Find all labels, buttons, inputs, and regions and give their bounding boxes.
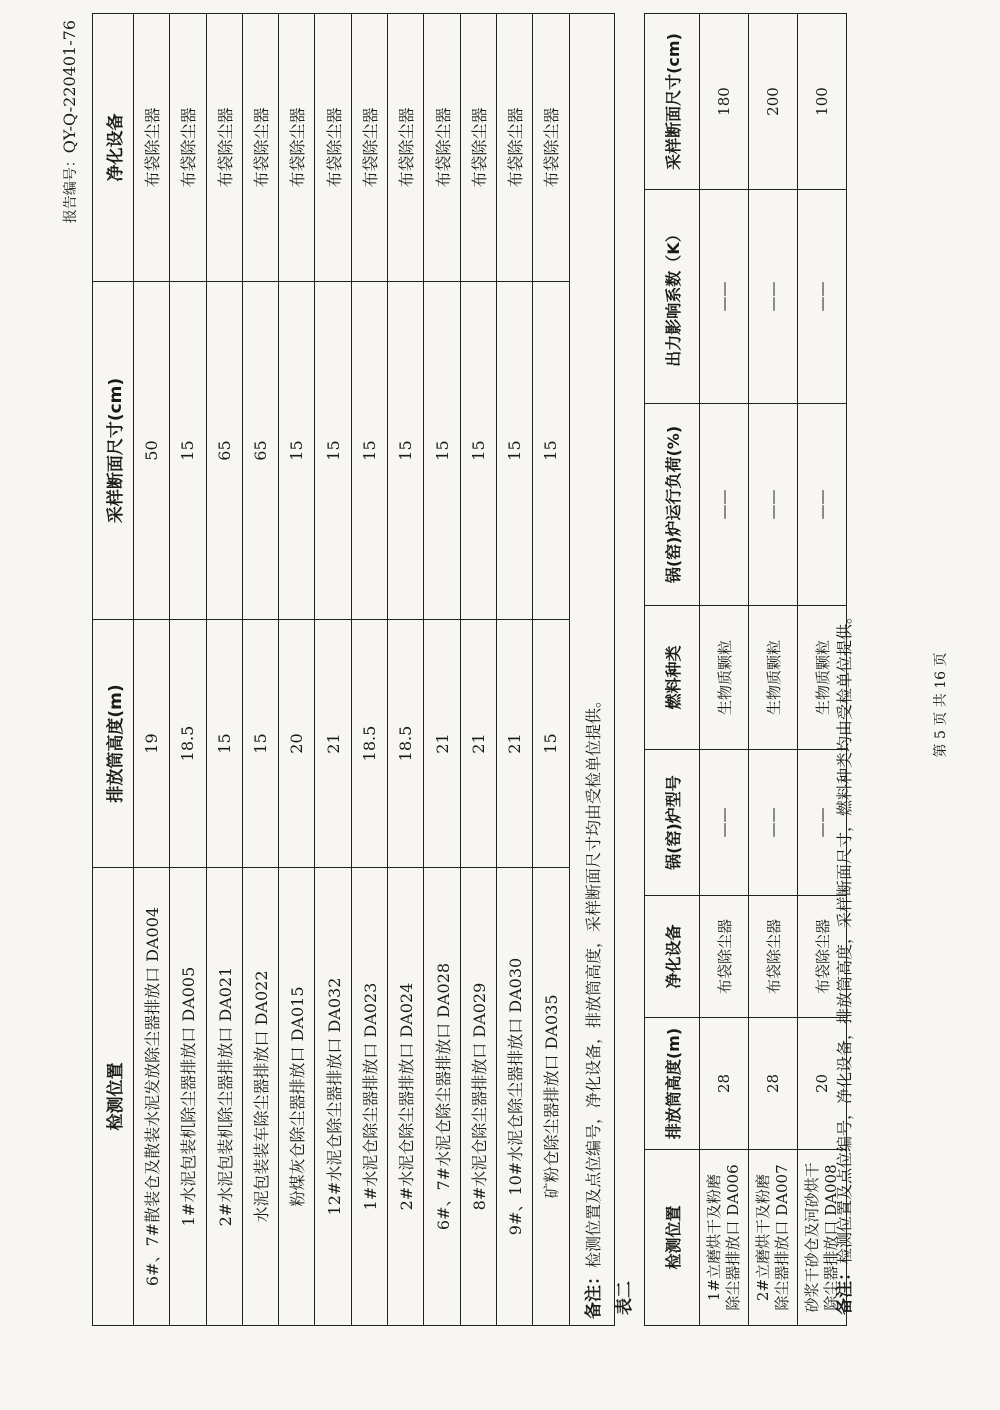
- table-1-body: [134, 14, 570, 1326]
- table-row: [351, 14, 387, 1326]
- table-row: [749, 14, 798, 1326]
- header-purification-device: 净化设备: [93, 14, 134, 282]
- table-row: [170, 14, 206, 1326]
- cell-location: 矿粉仓除尘器排放口 DA035: [533, 868, 569, 1326]
- cell-purification-device: 布袋除尘器: [134, 14, 170, 282]
- cell-location: 1#水泥包装机除尘器排放口 DA005: [170, 868, 206, 1326]
- cell-location: 6#、7#散装仓及散装水泥发放除尘器排放口 DA004: [134, 868, 170, 1326]
- cell-purification-device: 布袋除尘器: [460, 14, 496, 282]
- cell-section-size: 15: [170, 282, 206, 620]
- table-1-header-row: [93, 14, 134, 1326]
- table-2-header-row: [645, 14, 700, 1326]
- location-line-1: 1#立磨烘干及粉磨: [705, 1173, 723, 1302]
- table-1-note-text: 检测位置及点位编号，净化设备，排放筒高度，采样断面尺寸均由受检单位提供。: [584, 691, 604, 1268]
- location-line-2: 除尘器排放口 DA006: [724, 1164, 742, 1311]
- cell-stack-height: 21: [315, 620, 351, 868]
- table-row: [460, 14, 496, 1326]
- cell-location: [749, 1150, 798, 1326]
- cell-section-size: 15: [315, 282, 351, 620]
- table-2-label: 表二: [615, 1281, 635, 1315]
- cell-location: 9#、10#水泥仓除尘器排放口 DA030: [496, 868, 532, 1326]
- cell-purification-device: 布袋除尘器: [749, 896, 798, 1018]
- table-row: [700, 14, 749, 1326]
- cell-stack-height: 28: [749, 1018, 798, 1150]
- cell-section-size: 15: [496, 282, 532, 620]
- t2-header-location: 检测位置: [645, 1150, 700, 1326]
- cell-purification-device: 布袋除尘器: [351, 14, 387, 282]
- table-2-body: [700, 14, 847, 1326]
- table-row: [242, 14, 278, 1326]
- cell-boiler-model: ——: [749, 750, 798, 896]
- cell-output-coefficient: ——: [700, 190, 749, 404]
- table-1: [92, 13, 615, 1326]
- cell-stack-height: 19: [134, 620, 170, 868]
- cell-purification-device: 布袋除尘器: [496, 14, 532, 282]
- cell-section-size: 180: [700, 14, 749, 190]
- report-number: [60, 20, 80, 223]
- cell-stack-height: 21: [460, 620, 496, 868]
- cell-boiler-load: ——: [700, 404, 749, 606]
- cell-section-size: 200: [749, 14, 798, 190]
- cell-purification-device: 布袋除尘器: [279, 14, 315, 282]
- location-line-1: 砂浆干砂仓及河砂烘干: [803, 1162, 821, 1313]
- cell-fuel-type: 生物质颗粒: [700, 606, 749, 750]
- t2-header-boiler-load: 锅(窑)炉运行负荷(%): [645, 404, 700, 606]
- cell-section-size: 65: [206, 282, 242, 620]
- cell-fuel-type: 生物质颗粒: [749, 606, 798, 750]
- cell-stack-height: 20: [798, 1018, 847, 1150]
- report-number-label: 报告编号：: [63, 153, 79, 224]
- cell-section-size: 15: [351, 282, 387, 620]
- cell-location: [700, 1150, 749, 1326]
- t2-header-output-coefficient: 出力影响系数（K）: [645, 190, 700, 404]
- table-row: [533, 14, 569, 1326]
- table-row: [388, 14, 424, 1326]
- table-2-note: [830, 608, 855, 1315]
- cell-boiler-load: ——: [749, 404, 798, 606]
- cell-location: 8#水泥仓除尘器排放口 DA029: [460, 868, 496, 1326]
- cell-section-size: 15: [533, 282, 569, 620]
- cell-location: 1#水泥仓除尘器排放口 DA023: [351, 868, 387, 1326]
- cell-purification-device: 布袋除尘器: [206, 14, 242, 282]
- cell-purification-device: 布袋除尘器: [388, 14, 424, 282]
- t2-header-stack-height: 排放筒高度(m): [645, 1018, 700, 1150]
- cell-fuel-type: 生物质颗粒: [798, 606, 847, 750]
- cell-section-size: 100: [798, 14, 847, 190]
- header-section-size: 采样断面尺寸(cm): [93, 282, 134, 620]
- header-stack-height: 排放筒高度(m): [93, 620, 134, 868]
- table-1-note-row: [569, 14, 614, 1326]
- cell-purification-device: 布袋除尘器: [242, 14, 278, 282]
- cell-section-size: 15: [388, 282, 424, 620]
- cell-stack-height: 15: [242, 620, 278, 868]
- table-2-note-text: 检测位置及点位编号，净化设备，排放筒高度，采样断面尺寸，燃料种类均由受检单位提供。: [835, 607, 854, 1264]
- table-row: [134, 14, 170, 1326]
- cell-location: 2#水泥包装机除尘器排放口 DA021: [206, 868, 242, 1326]
- cell-stack-height: 18.5: [351, 620, 387, 868]
- cell-output-coefficient: ——: [749, 190, 798, 404]
- table-2: [644, 13, 847, 1326]
- t2-header-boiler-model: 锅(窑)炉型号: [645, 750, 700, 896]
- table-row: [206, 14, 242, 1326]
- table-row: [279, 14, 315, 1326]
- cell-output-coefficient: ——: [798, 190, 847, 404]
- report-number-value: QY-Q-220401-76: [60, 20, 79, 154]
- cell-purification-device: 布袋除尘器: [424, 14, 460, 282]
- cell-stack-height: 15: [533, 620, 569, 868]
- t2-header-section-size: 采样断面尺寸(cm): [645, 14, 700, 190]
- cell-boiler-model: ——: [798, 750, 847, 896]
- cell-section-size: 15: [279, 282, 315, 620]
- cell-location: 2#水泥仓除尘器排放口 DA024: [388, 868, 424, 1326]
- cell-stack-height: 28: [700, 1018, 749, 1150]
- cell-stack-height: 21: [496, 620, 532, 868]
- header-location: 检测位置: [93, 868, 134, 1326]
- page-number: 第 5 页 共 16 页: [933, 652, 949, 758]
- t2-header-fuel-type: 燃料种类: [645, 606, 700, 750]
- cell-purification-device: 布袋除尘器: [315, 14, 351, 282]
- cell-location: 6#、7#水泥仓除尘器排放口 DA028: [424, 868, 460, 1326]
- cell-stack-height: 18.5: [170, 620, 206, 868]
- table-2-note-label: 备注：: [835, 1264, 855, 1315]
- cell-location: 12#水泥仓除尘器排放口 DA032: [315, 868, 351, 1326]
- cell-section-size: 15: [460, 282, 496, 620]
- location-line-2: 除尘器排放口 DA008: [822, 1164, 840, 1311]
- cell-location: 粉煤灰仓除尘器排放口 DA015: [279, 868, 315, 1326]
- cell-section-size: 65: [242, 282, 278, 620]
- cell-location: 水泥包装装车除尘器排放口 DA022: [242, 868, 278, 1326]
- table-row: [424, 14, 460, 1326]
- cell-stack-height: 20: [279, 620, 315, 868]
- cell-stack-height: 21: [424, 620, 460, 868]
- cell-purification-device: 布袋除尘器: [700, 896, 749, 1018]
- cell-boiler-model: ——: [700, 750, 749, 896]
- table-1-note: [569, 14, 614, 1326]
- cell-boiler-load: ——: [798, 404, 847, 606]
- cell-stack-height: 15: [206, 620, 242, 868]
- cell-section-size: 15: [424, 282, 460, 620]
- cell-stack-height: 18.5: [388, 620, 424, 868]
- table-1-note-label: 备注：: [584, 1268, 605, 1319]
- location-line-2: 除尘器排放口 DA007: [773, 1164, 791, 1311]
- cell-purification-device: 布袋除尘器: [170, 14, 206, 282]
- cell-section-size: 50: [134, 282, 170, 620]
- table-row: [496, 14, 532, 1326]
- cell-purification-device: 布袋除尘器: [533, 14, 569, 282]
- location-line-1: 2#立磨烘干及粉磨: [754, 1173, 772, 1302]
- table-row: [315, 14, 351, 1326]
- t2-header-purification-device: 净化设备: [645, 896, 700, 1018]
- cell-purification-device: 布袋除尘器: [798, 896, 847, 1018]
